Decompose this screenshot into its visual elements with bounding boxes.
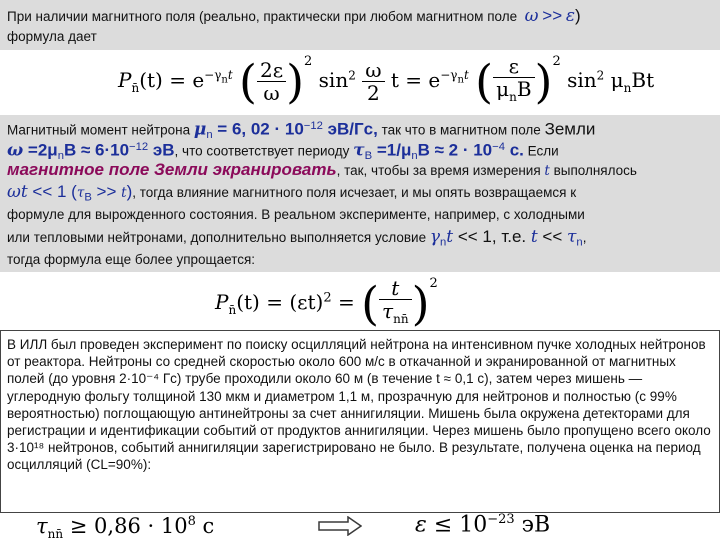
oscillation-period-bound: $\tau_{nn̄} \ge 0,86 \cdot 10^8$ c bbox=[36, 514, 215, 541]
oscillation-formula-simplified: $P_{n̄}(t) = (\varepsilon t)^2$ = ( $\frac{t}{\tau_{nn̄}}$ )$^2$ bbox=[215, 276, 438, 331]
arrow-right-icon bbox=[318, 516, 362, 536]
intro-line-2: формула дает bbox=[7, 29, 97, 44]
magnetic-line-2: $\omega =2\mu_nB \approx 6\cdot 10^{-12}$ эВ, что соответствует периоду $\tau_B =1/\mu_nB \approx 2 \cdot 10^{-4}$ с. Если bbox=[7, 140, 559, 163]
magnetic-line-6: или тепловыми нейтронами, дополнительно выполняется условие $\gamma_nt << 1$, т.е. $t << \tau_n$, bbox=[7, 227, 587, 249]
magnetic-line-3: магнитное поле Земли экранировать, так, чтобы за время измерения t выполнялось bbox=[7, 160, 637, 179]
mixing-energy-bound: $\varepsilon \le 10^{-23}$ эВ bbox=[415, 512, 551, 538]
experiment-description: В ИЛЛ был проведен эксперимент по поиску осцилляций нейтрона на интенсивном пучке холодных нейтронов от реактора. Нейтроны со средней скоростью около 600 м/с в откачанной и экранированной от магнитных полей (до уровня 2·10⁻⁴ Гс) трубе проходили около 60 м (в течение t ≈ 0,1 с), затем через мишень — углеродную фольгу толщиной 130 мкм и диаметром 1,1 м, прозрачную для нейтронов и полностью (с 99% вероятностью) поглощающую антинейтроны за счет аннигиляции. Мишень была окружена детекторами для регистрации и идентификации событий от продуктов аннигиляции. Через мишень было пропущено всего около 3·10¹⁸ нейтронов, событий аннигиляции зарегистрировано не было. В результате, получена оценка на период осцилляций (CL=90%): bbox=[7, 337, 711, 473]
intro-line-1: При наличии магнитного поля (реально, практически при любом магнитном поле ω >> ε) bbox=[7, 6, 581, 26]
magnetic-line-7: тогда формула еще более упрощается: bbox=[7, 252, 256, 267]
magnetic-line-1: Магнитный момент нейтрона $\mu_n = 6$, $02 \cdot 10^{-12}$ эВ/Гс, так что в магнитном поле Земли bbox=[7, 119, 596, 142]
magnetic-line-4: ωt << 1 $(\tau_B >> t)$, тогда влияние магнитного поля исчезает, и мы опять возвращаемся к bbox=[7, 182, 577, 204]
magnetic-line-5: формуле для вырожденного состояния. В реальном эксперименте, например, с холодными bbox=[7, 207, 585, 222]
oscillation-formula-magnetic: $P_{n̄}(t) = e^{-\gamma_nt}$ ( $\frac{2\varepsilon}{\omega}$ )$^2$ $\sin^2$ $\frac{\omega}{2}$ $t = e^{-\gamma_nt}$ ( $\frac{\varepsilon}{\mu_nB}$ )$^2$ $\sin^2 \mu_nBt$ bbox=[118, 54, 655, 109]
